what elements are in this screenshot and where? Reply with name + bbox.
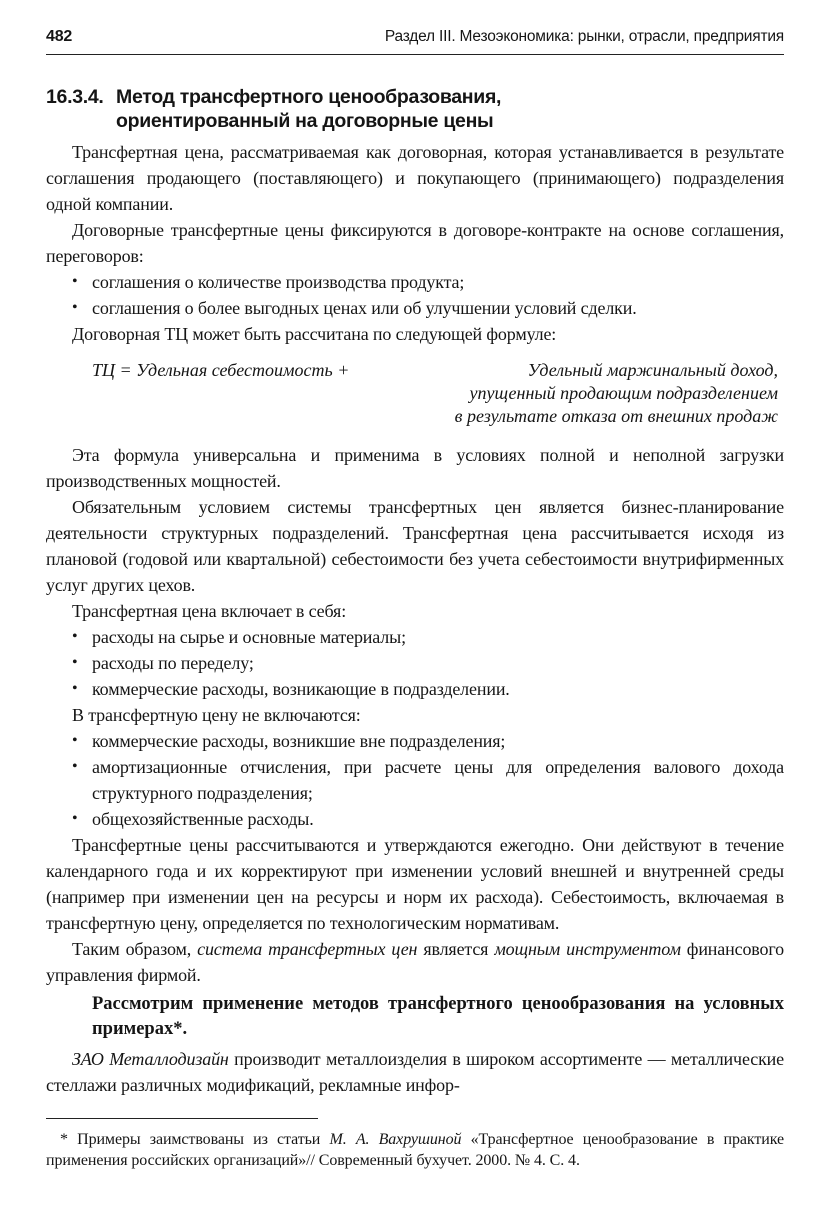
paragraph-3: Договорная ТЦ может быть рассчитана по следующей формуле: (72, 324, 557, 344)
list-item-text: расходы по переделу; (92, 653, 254, 673)
paragraph-9-end: финансового управления фирмой. (46, 939, 785, 985)
paragraph-2: Договорные трансфертные цены фиксируются в договоре-контракте на основе соглашения, переговоров: (46, 220, 784, 266)
footnote (46, 1129, 784, 1171)
footnote-divider (46, 1118, 318, 1119)
list-contract-terms (46, 269, 784, 321)
running-head (46, 28, 784, 55)
section-title (116, 85, 501, 133)
section-title-line1: Метод трансфертного ценообразования, (116, 86, 502, 108)
bullet-icon: • (72, 654, 78, 671)
company-name: ЗАО Металлодизайн (72, 1049, 229, 1069)
paragraph-9 (46, 936, 784, 988)
section-title-line2: ориентированный на договорные цены (116, 110, 494, 132)
list-item (46, 728, 784, 754)
list-item (46, 624, 784, 650)
paragraph-9-start: Таким образом, (72, 939, 198, 959)
paragraph-8: Трансфертные цены рассчитываются и утверждаются ежегодно. Они действуют в течение календарного года и их корректируют при изменении условий внешней и внутренней среды (например при изменении цен на ресурсы и норм их расхода). Себестоимость, включаемая в трансфертную цену, определяется по технологическим нормативам. (46, 835, 784, 933)
book-page (46, 28, 784, 1171)
paragraph-6: Трансфертная цена включает в себя: (72, 601, 347, 621)
list-item (46, 676, 784, 702)
list-item-text: расходы на сырье и основные материалы; (92, 627, 406, 647)
list-included (46, 624, 784, 702)
bullet-icon: • (72, 732, 78, 749)
paragraph-7: В трансфертную цену не включаются: (72, 705, 361, 725)
formula-rhs-line2: упущенный продающим подразделением (469, 383, 778, 403)
list-item-text: амортизационные отчисления, при расчете цены для определения валового дохода структурного подразделения; (92, 757, 784, 803)
examples-subheading: Рассмотрим применение методов трансфертного ценообразования на условных примерах*. (92, 994, 784, 1039)
paragraph-9-mid: является (417, 939, 495, 959)
section-heading (46, 85, 784, 133)
paragraph-10 (46, 1046, 784, 1098)
list-item-text: коммерческие расходы, возникающие в подразделении. (92, 679, 510, 699)
formula-rhs-line1: Удельный маржинальный доход, (527, 360, 778, 380)
bullet-icon: • (72, 810, 78, 827)
footnote-author: М. А. Вахрушиной (329, 1131, 462, 1148)
bullet-icon: • (72, 628, 78, 645)
formula-lhs: ТЦ = Удельная себестоимость + (92, 360, 350, 380)
list-item (46, 806, 784, 832)
formula-rhs (349, 359, 784, 428)
bullet-icon: • (72, 299, 78, 316)
list-item-text: общехозяйственные расходы. (92, 809, 314, 829)
formula (46, 359, 784, 428)
bullet-icon: • (72, 680, 78, 697)
paragraph-10-rest: производит металлоизделия в широком ассортименте — металлические стеллажи различных модификаций, рекламные инфор- (46, 1049, 784, 1095)
list-item (46, 650, 784, 676)
list-excluded (46, 728, 784, 832)
paragraph-5: Обязательным условием системы трансфертных цен является бизнес-планирование деятельности структурных подразделений. Трансфертная цена рассчитывается исходя из плановой (годовой или квартальной) себестоимости без учета себестоимости внутрифирменных услуг других цехов. (46, 497, 784, 595)
emphasis-transfer-price-system: система трансфертных цен (197, 939, 418, 959)
bullet-icon: • (72, 758, 78, 775)
list-item-text: соглашения о количестве производства продукта; (92, 272, 465, 292)
formula-rhs-line3: в результате отказа от внешних продаж (454, 406, 778, 426)
list-item (46, 295, 784, 321)
paragraph-1: Трансфертная цена, рассматриваемая как договорная, которая устанавливается в результате соглашения продающего (поставляющего) и покупающего (принимающего) подразделения одной компании. (46, 142, 784, 214)
list-item-text: соглашения о более выгодных ценах или об улучшении условий сделки. (92, 298, 637, 318)
list-item (46, 754, 784, 806)
bullet-icon: • (72, 273, 78, 290)
running-section-title: Раздел III. Мезоэкономика: рынки, отрасли, предприятия (384, 28, 784, 45)
footnote-start: * Примеры заимствованы из статьи (60, 1131, 330, 1148)
list-item-text: коммерческие расходы, возникшие вне подразделения; (92, 731, 506, 751)
emphasis-powerful-tool: мощным инструментом (494, 939, 681, 959)
section-number: 16.3.4. (46, 86, 104, 108)
footnote-end: «Трансфертное ценообразование в практике применения российских организаций»// Современный бухучет. 2000. № 4. С. 4. (46, 1131, 784, 1169)
paragraph-4: Эта формула универсальна и применима в условиях полной и неполной загрузки производственных мощностей. (46, 445, 784, 491)
page-number: 482 (46, 28, 73, 45)
list-item (46, 269, 784, 295)
